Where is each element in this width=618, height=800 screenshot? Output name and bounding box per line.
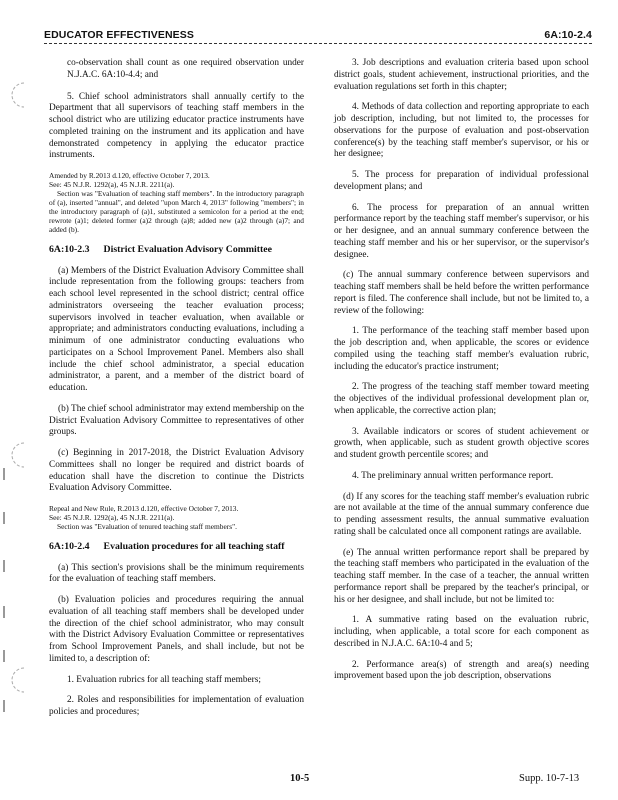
note-line: Amended by R.2013 d.120, effective October 7, 2013.	[49, 171, 210, 180]
section-number: 6A:10-2.4	[49, 541, 90, 553]
binder-hole-icon	[6, 665, 32, 695]
paragraph: (a) Members of the District Evaluation Advisory Committee shall include representation from the following groups: teachers from each school level represented in the school district; central office administrators overseeing the teacher evaluation process; supervisors involved in teacher evaluation, when available or appropriate; and administrators conducting evaluations, including a minimum of one administrator conducting evaluations who participates on a School Improvement Panel. Members also shall include the chief school administrator, a special education administrator, a parent, and a member of the district board of education.	[49, 265, 304, 394]
note-line: Section was "Evaluation of tenured teaching staff members".	[57, 522, 237, 532]
paragraph: (c) The annual summary conference between supervisors and teaching staff members shall be held before the written performance report is filed. The conference shall include, but not be limited to, a review of the following:	[334, 270, 589, 316]
section-heading	[49, 541, 304, 553]
section-number: 6A:10-2.3	[49, 244, 90, 256]
paragraph: 3. Available indicators or scores of student achievement or growth, when applicable, such as student growth objective scores and student growth percentile scores; and	[334, 426, 589, 460]
section-title: District Evaluation Advisory Committee	[103, 244, 272, 256]
note-line: Section was "Evaluation of teaching staff members". In the introductory paragraph of (a), inserted "annual", and deleted "upon March 4, 2013" following "members"; in the introductory paragraph of (a)1, substituted a semicolon for a period at the end; rewrote (a)1; deleted former (a)2 through (a)8; added new (a)2 through (a)7; and added (b).	[49, 189, 304, 235]
left-column	[49, 58, 304, 728]
note-line: See: 45 N.J.R. 1292(a), 45 N.J.R. 2211(a).	[49, 180, 175, 190]
paragraph: (b) Evaluation policies and procedures requiring the annual evaluation of all teaching staff members shall be developed under the direction of the chief school administrator, who may consult with the District Advisory Evaluation Committee or representatives from School Improvement Panels, and shall include, but not be limited to, a description of:	[49, 595, 304, 664]
paragraph: 5. Chief school administrators shall annually certify to the Department that all supervisors of teaching staff members in the school district who are utilizing educator practice instruments have completed training on the instrument and its application and have demonstrated competency in applying the educator practice instruments.	[49, 91, 304, 161]
paragraph: 1. A summative rating based on the evaluation rubric, including, when applicable, a total score for each component as described in N.J.A.C. 6A:10-4 and 5;	[334, 615, 589, 649]
paragraph: 1. The performance of the teaching staff member based upon the job description and, when applicable, the scores or evidence compiled using the teaching staff member's evaluation rubric, including the educator's practice instrument;	[334, 326, 589, 372]
margin-mark	[3, 468, 5, 480]
paragraph: (e) The annual written performance report shall be prepared by the teaching staff members who participated in the evaluation of the teaching staff member. In the case of a teacher, the annual written performance report shall be prepared by the teacher's principal, or his or her designee, and shall include, but not be limited to:	[334, 547, 589, 605]
header-title: EDUCATOR EFFECTIVENESS	[44, 29, 194, 41]
paragraph: 3. Job descriptions and evaluation criteria based upon school district goals, student achievement, instructional priorities, and the evaluation regulations set forth in this chapter;	[334, 58, 589, 92]
paragraph: 5. The process for preparation of individual professional development plans; and	[334, 170, 589, 192]
header-section-number: 6A:10-2.4	[544, 29, 592, 41]
amendment-note	[49, 504, 304, 531]
margin-mark	[3, 560, 5, 572]
paragraph: 2. Roles and responsibilities for implementation of evaluation policies and procedures;	[49, 695, 304, 718]
margin-mark	[3, 512, 5, 524]
section-title: Evaluation procedures for all teaching staff	[103, 541, 285, 553]
paragraph: 2. Performance area(s) of strength and area(s) needing improvement based upon the job description, observations	[334, 659, 589, 682]
running-header	[44, 26, 592, 41]
paragraph: (c) Beginning in 2017-2018, the District Evaluation Advisory Committees shall no longer be required and district boards of education shall have the discretion to continue the Districts Evaluation Advisory Committee.	[49, 448, 304, 494]
paragraph: 4. The preliminary annual written performance report.	[352, 470, 554, 481]
amendment-note	[49, 171, 304, 234]
margin-mark	[3, 650, 5, 662]
supplement-date: Supp. 10-7-13	[519, 773, 580, 784]
note-line: See: 45 N.J.R. 1292(a), 45 N.J.R. 2211(a).	[49, 513, 175, 523]
paragraph: (d) If any scores for the teaching staff member's evaluation rubric are not available at the time of the annual summary conference due to pending assessment results, the annual summative evaluation rating shall be calculated once all component ratings are available.	[334, 491, 589, 537]
page-number: 10-5	[290, 773, 310, 784]
paragraph: 2. The progress of the teaching staff member toward meeting the objectives of the individual professional development plan or, when applicable, the corrective action plan;	[334, 382, 589, 416]
binder-hole-icon	[6, 440, 32, 470]
paragraph: 6. The process for preparation of an annual written performance report by the teaching staff member's supervisor, or his or her designee, and an annual summary conference between the teaching staff member and his or her supervisor, or the supervisor's designee.	[334, 202, 589, 260]
header-rule	[44, 43, 592, 44]
paragraph: 4. Methods of data collection and reporting appropriate to each job description, including, but not limited to, the processes for observations for the purpose of evaluation and post-observation conference(s) by the teaching staff member's supervisor, or his or her designee;	[334, 102, 589, 160]
margin-mark	[3, 606, 5, 618]
paragraph: (a) This section's provisions shall be the minimum requirements for the evaluation of teaching staff members.	[49, 562, 304, 585]
right-column	[334, 58, 589, 692]
section-heading	[49, 244, 304, 256]
note-line: Repeal and New Rule, R.2013 d.120, effective October 7, 2013.	[49, 504, 239, 514]
binder-hole-icon	[6, 80, 32, 110]
paragraph: co-observation shall count as one required observation under N.J.A.C. 6A:10-4.4; and	[67, 58, 304, 80]
paragraph: 1. Evaluation rubrics for all teaching staff members;	[67, 674, 261, 685]
paragraph: (b) The chief school administrator may extend membership on the District Evaluation Advisory Committee to representatives of other groups.	[49, 403, 304, 438]
margin-mark	[3, 700, 5, 712]
